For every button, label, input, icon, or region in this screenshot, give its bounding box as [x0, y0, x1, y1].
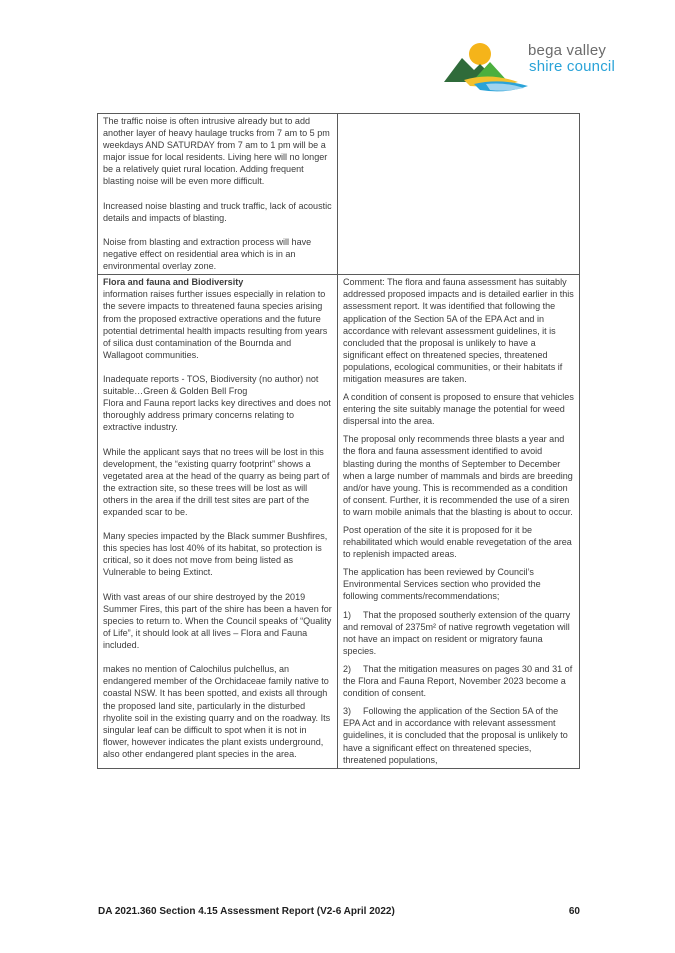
numbered-item — [343, 663, 574, 699]
numbered-item — [343, 705, 574, 765]
paragraph: Inadequate reports - TOS, Biodiversity (no author) not suitable…Green & Golden Bell Frog Flora and Fauna report lacks key directives and does not thoroughly address primary concerns relating to extractive industry. — [103, 373, 331, 433]
logo-text-bega-valley: bega valley — [528, 42, 607, 59]
item-text: That the proposed southerly extension of the quarry and removal of 2375m² of native regrowth vegetation will not have an impact on resident or migratory fauna species. — [343, 609, 571, 656]
page-number: 60 — [568, 906, 580, 917]
comment-cell — [338, 275, 580, 768]
council-logo — [440, 38, 630, 94]
paragraph: Post operation of the site it is proposed for it be rehabilitated which would enable revegetation of the area to replenish impacted areas. — [343, 525, 572, 560]
paragraph: Noise from blasting and extraction process will have negative effect on residential area which is in an environmental overlay zone. — [103, 236, 312, 272]
paragraph: Increased noise blasting and truck traffic, lack of acoustic details and impacts of blasting. — [103, 200, 332, 223]
section-heading: Flora and fauna and Biodiversity — [103, 277, 244, 288]
paragraph: Many species impacted by the Black summer Bushfires, this species has lost 40% of its habitat, so protection is critical, so it does not move from being listed as Vulnerable to being Extinct. — [103, 531, 328, 578]
paragraph: With vast areas of our shire destroyed by the 2019 Summer Fires, this part of the shire has been a haven for species to return to. When the Council speaks of “Quality of Life”, it should look at all lives – Flora and Fauna included. — [103, 591, 332, 651]
submissions-table — [97, 113, 580, 769]
paragraph: The traffic noise is often intrusive already but to add another layer of heavy haulage trucks from 7 am to 5 pm weekdays AND SATURDAY from 7 am to 1 pm will be a major issue for local residents. Living here will no longer be a relatively quiet rural location. Adding frequent blasting noise will be even more difficult. — [103, 116, 330, 187]
numbered-item — [343, 609, 574, 657]
item-text: Following the application of the Section 5A of the EPA Act and in accordance with relevant assessment guidelines, it is concluded that the proposal is unlikely to have a significant effect on threatened species, threatened populations, — [343, 706, 568, 765]
paragraph: makes no mention of Calochilus pulchellus, an endangered member of the Orchidaceae family native to coastal NSW. It has been spotted, and exists all through the proposed land site, particularly in the disturbed rhyolite soil in the existing quarry and on the roadway. Its singular leaf can be difficult to spot when it is not in flower, however indicates the plant exists underground, also other endangered plant species in the area. — [103, 664, 331, 759]
submission-cell — [98, 114, 338, 275]
paragraph: The application has been reviewed by Council’s Environmental Services section who provided the following comments/recommendations; — [343, 567, 541, 602]
paragraph: Comment: The flora and fauna assessment has suitably addressed proposed impacts and is detailed earlier in this assessment report. It was identified that following the application of the Section 5A of the EPA Act and in accordance with relevant assessment guidelines, it is concluded that the proposal is unlikely to have a significant effect on threatened species, threatened populations, ecological communities, or their habitats if mitigation measures are taken. — [343, 277, 574, 384]
logo-text-shire-council: shire council — [529, 58, 615, 75]
comment-cell — [338, 114, 580, 275]
table-row — [98, 275, 580, 768]
paragraph: The proposal only recommends three blasts a year and the flora and fauna assessment identified to avoid blasting during the months of September to December when a large number of mammals and birds are breeding and/or have young. This is recommended as a condition of consent. Further, it is recommended the use of a siren to warn mobile animals that the blasting is about to occur. — [343, 434, 573, 517]
submission-cell — [98, 275, 338, 768]
paragraph: information raises further issues especially in relation to the severe impacts to threatened fauna species arising from the proposed extractive operations and the future potential detrimental health impacts resulting from years of silica dust contamination of the Bournda and Wallagoot communities. — [103, 289, 328, 360]
item-number: 2) — [343, 663, 352, 674]
page-footer — [98, 906, 580, 917]
paragraph: While the applicant says that no trees will be lost in this development, the “existing quarry footprint” shows a vegetated area at the head of the quarry as being part of the extraction site, so these trees will be lost as will others in the area if the drill test sites are part of the expanded scar to be. — [103, 446, 330, 517]
item-number: 3) — [343, 706, 352, 717]
footer-document-title: DA 2021.360 Section 4.15 Assessment Report (V2-6 April 2022) — [98, 906, 395, 917]
paragraph: A condition of consent is proposed to ensure that vehicles entering the site suitably manage the potential for weed dispersal into the area. — [343, 392, 574, 427]
item-text: That the mitigation measures on pages 30 and 31 of the Flora and Fauna Report, November 2023 become a condition of consent. — [343, 663, 573, 699]
item-number: 1) — [343, 609, 352, 620]
table-row — [98, 114, 580, 275]
bega-valley-logo-icon — [440, 38, 530, 94]
